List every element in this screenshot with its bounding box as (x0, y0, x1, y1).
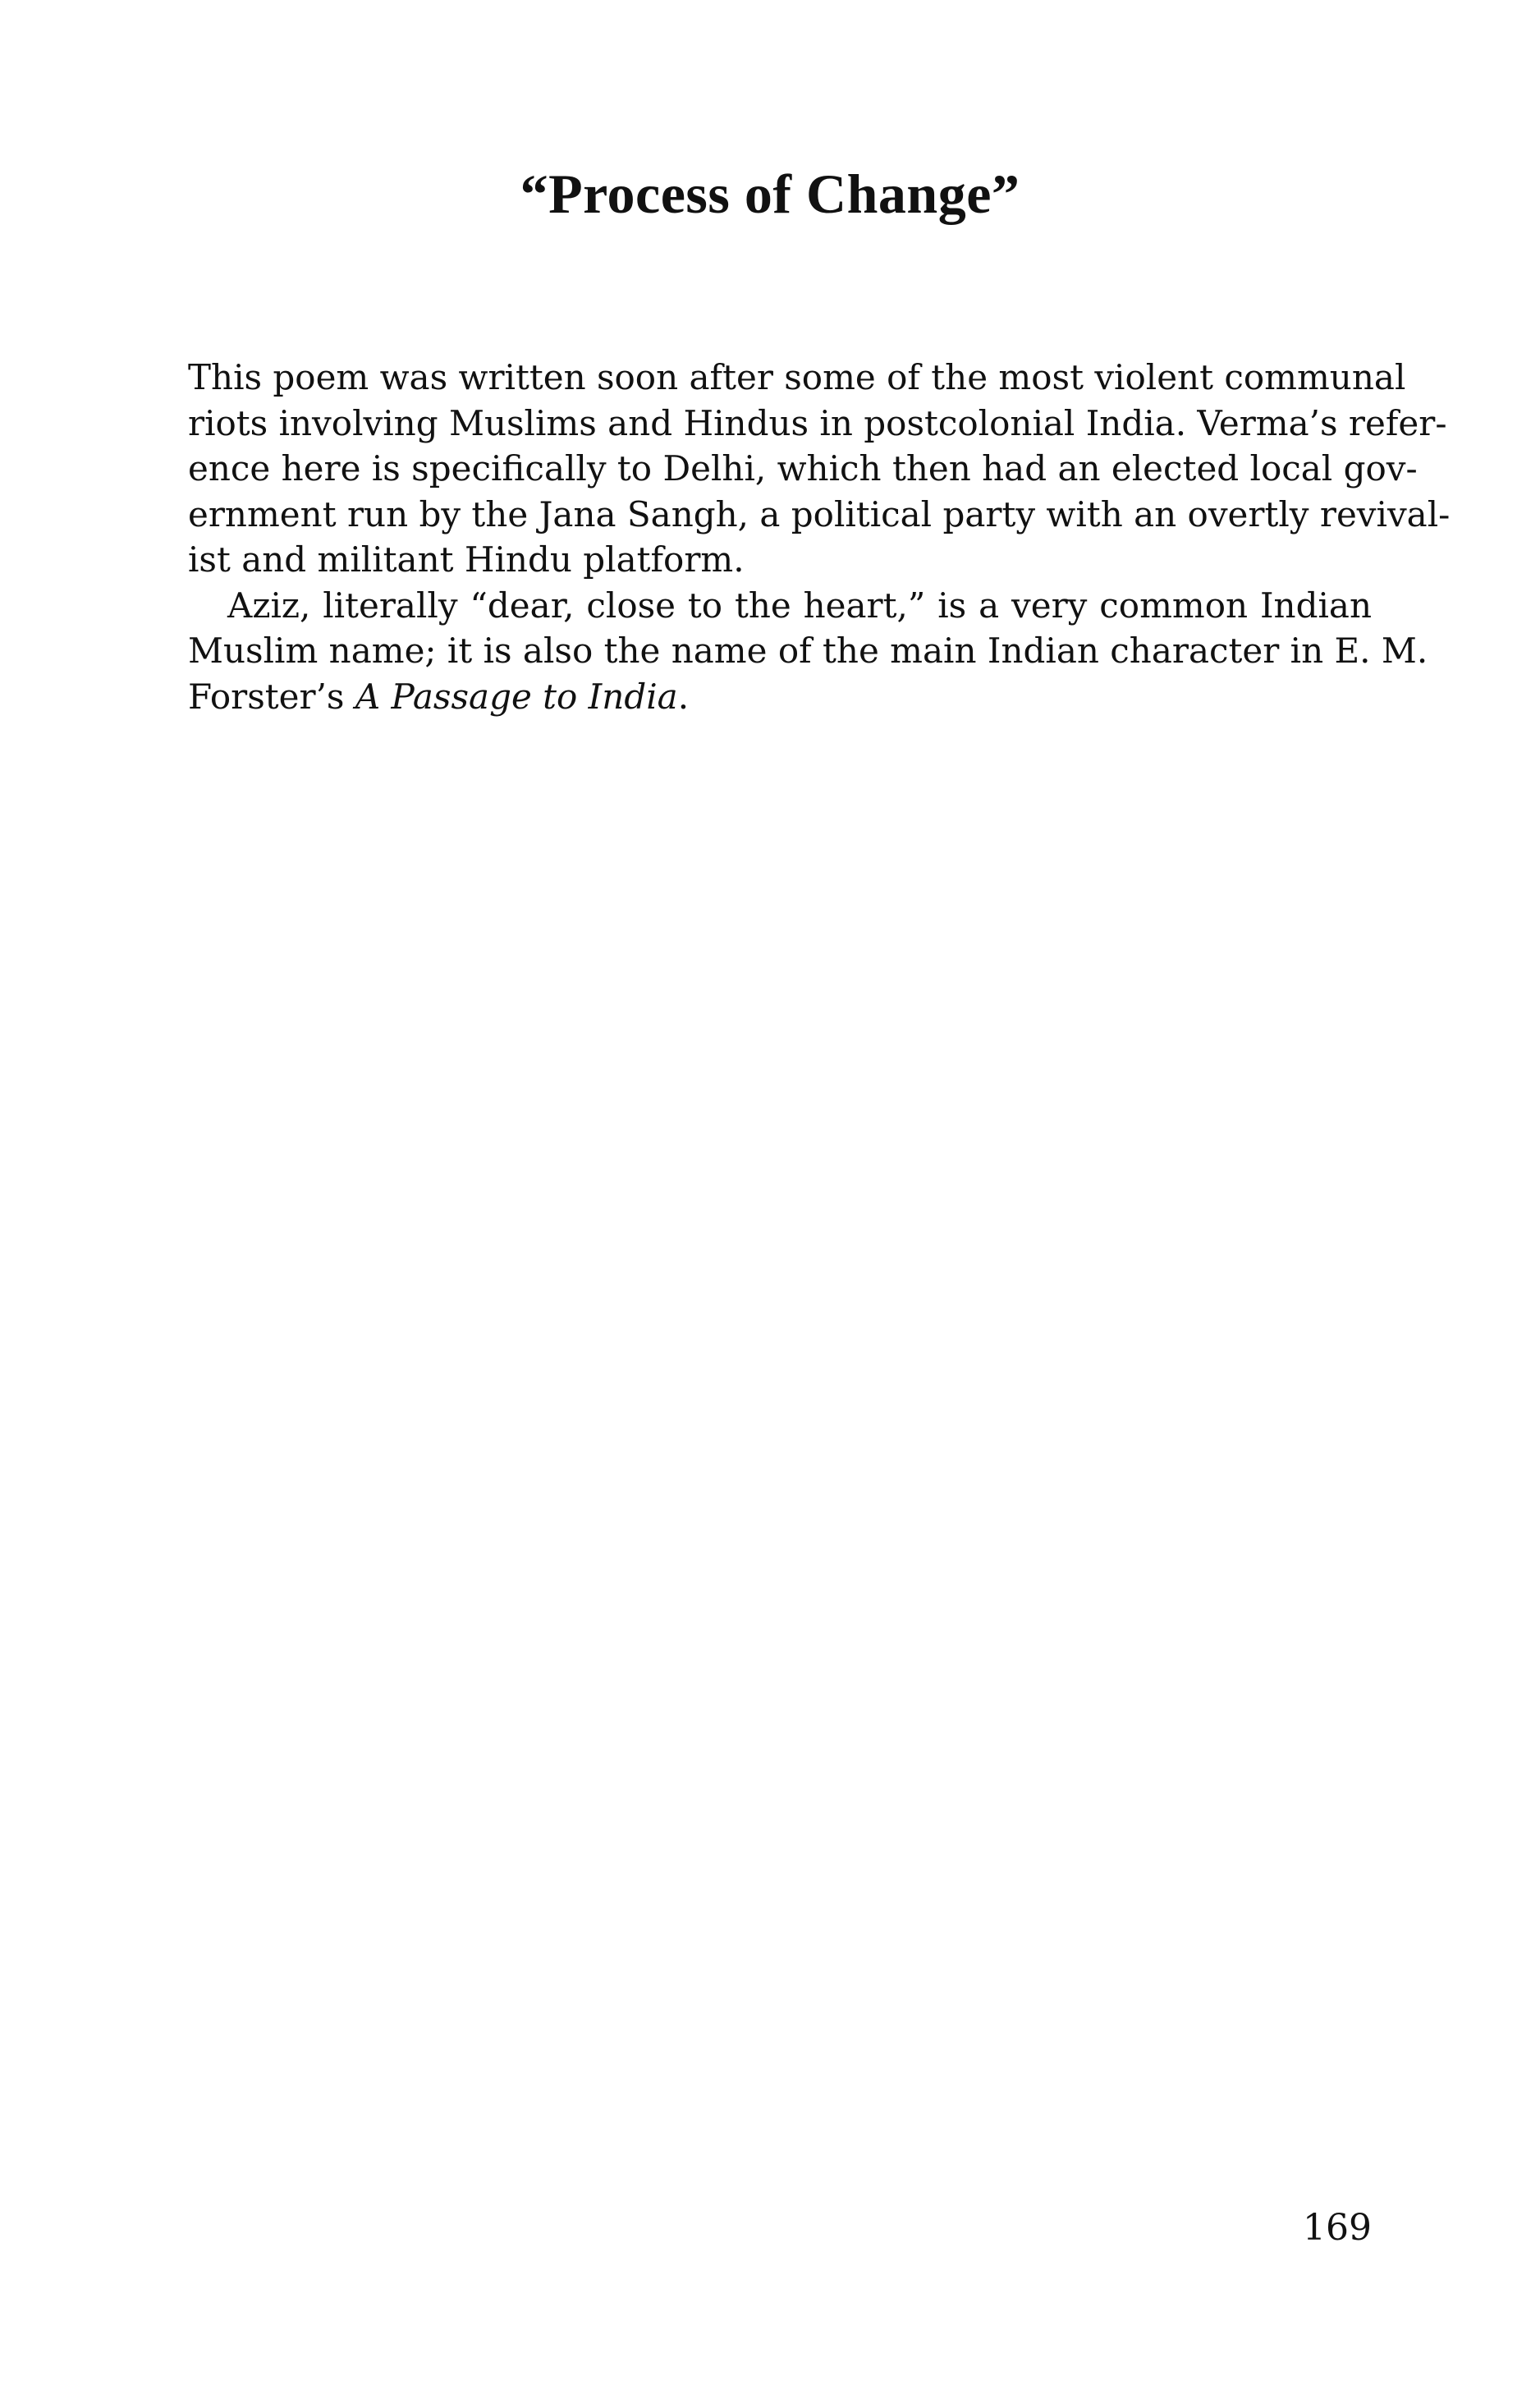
text-line: ist and militant Hindu platform. (188, 539, 745, 580)
text-line: ence here is specifically to Delhi, which then had an elected local gov- (188, 448, 1418, 489)
text-line: Muslim name; it is also the name of the main Indian character in E. M. (188, 631, 1428, 671)
page-number: 169 (1303, 2207, 1372, 2249)
page-title: “Process of Change” (520, 163, 1020, 225)
paragraph-1 (188, 355, 1451, 583)
text-segment: . (677, 676, 690, 717)
paragraph-2 (188, 583, 1428, 720)
book-title-italic: A Passage to India (355, 676, 678, 717)
text-line: This poem was written soon after some of the most violent communal (188, 357, 1406, 397)
text-segment: Forster’s (188, 676, 355, 717)
text-line: Aziz, literally “dear, close to the heart,” is a very common Indian (227, 585, 1372, 626)
text-line: ernment run by the Jana Sangh, a political party with an overtly revival- (188, 493, 1451, 534)
text-line-last (188, 674, 1372, 720)
text-line: riots involving Muslims and Hindus in postcolonial India. Verma’s refer- (188, 402, 1447, 443)
body-text (188, 355, 1451, 719)
